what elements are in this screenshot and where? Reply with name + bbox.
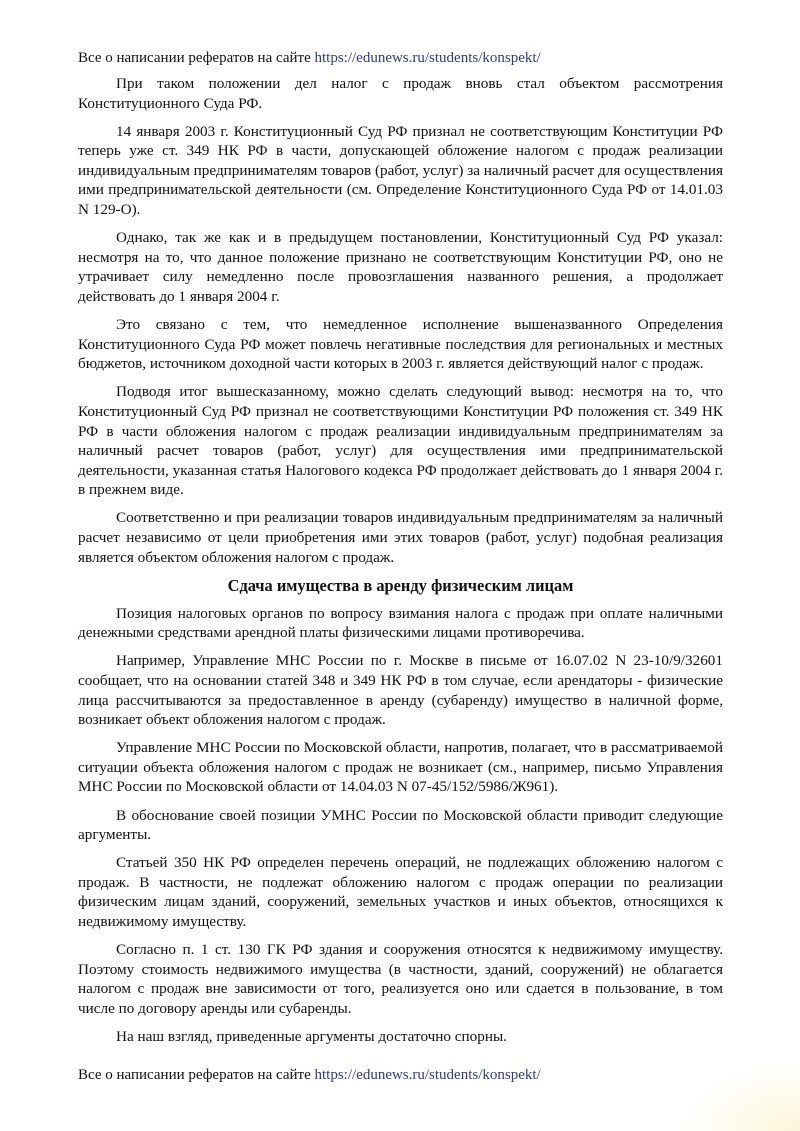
header-text: Все о написании рефератов на сайте <box>78 50 315 66</box>
header-link[interactable]: https://edunews.ru/students/konspekt/ <box>314 50 541 66</box>
paragraph: В обоснование своей позиции УМНС России по Московской области приводит следующие аргументы. <box>78 806 723 844</box>
paragraph: На наш взгляд, приведенные аргументы достаточно спорны. <box>116 1027 507 1045</box>
page-corner-shade <box>680 1061 800 1131</box>
paragraph: При таком положении дел налог с продаж вновь стал объектом рассмотрения Конституционного Суда РФ. <box>78 75 723 112</box>
paragraph: Статьей 350 НК РФ определен перечень операций, не подлежащих обложению налогом с продаж. В частности, не подлежат обложению налогом с продаж операции по реализации физическим лицам зданий, сооружений, земельных участков и иных объектов, относящихся к недвижимому имуществу. <box>78 854 723 930</box>
paragraph: Например, Управление МНС России по г. Москве в письме от 16.07.02 N 23-10/9/32601 сообщает, что на основании статей 348 и 349 НК РФ в том случае, если арендаторы - физические лица рассчитываются за предоставленное в аренду (субаренду) имущество в наличной форме, возникает объект обложения налогом с продаж. <box>78 652 723 729</box>
paragraph: Соответственно и при реализации товаров индивидуальным предпринимателям за наличный расчет независимо от цели приобретения ими этих товаров (работ, услуг) подобная реализация является объектом обложения налогом с продаж. <box>78 509 723 566</box>
paragraph: Однако, так же как и в предыдущем постановлении, Конституционный Суд РФ указал: несмотря на то, что данное положение признано не соответствующим Конституции РФ, оно не утрачивает силу немедленно после провозглашения названного решения, а продолжает действовать до 1 января 2004 г. <box>78 229 723 305</box>
footer-text: Все о написании рефератов на сайте <box>78 1067 315 1083</box>
footer-link[interactable]: https://edunews.ru/students/konspekt/ <box>314 1067 541 1083</box>
page-header <box>78 48 722 68</box>
paragraph: Позиция налоговых органов по вопросу взимания налога с продаж при оплате наличными денежными средствами арендной платы физическими лицами противоречива. <box>78 604 723 642</box>
page-footer <box>78 1065 722 1085</box>
paragraph: 14 января 2003 г. Конституционный Суд РФ признал не соответствующим Конституции РФ теперь уже ст. 349 НК РФ в части, допускающей обложение налогом с продаж реализации индивидуальным предпринимателям товаров (работ, услуг) за наличный расчет для осуществления ими предпринимательской деятельности (см. Определение Конституционного Суда РФ от 14.01.03 N 129-О). <box>78 122 723 219</box>
paragraph: Это связано с тем, что немедленное исполнение вышеназванного Определения Конституционного Суда РФ может повлечь негативные последствия для региональных и местных бюджетов, источником доходной части которых в 2003 г. является действующий налог с продаж. <box>78 316 723 373</box>
section-heading: Сдача имущества в аренду физическим лицам <box>227 575 574 595</box>
paragraph: Согласно п. 1 ст. 130 ГК РФ здания и сооружения относятся к недвижимому имуществу. Поэтому стоимость недвижимого имущества (в частности, зданий, сооружений) не облагается налогом с продаж вне зависимости от того, реализуется оно или сдается в пользование, в том числе по договору аренды или субаренды. <box>78 941 723 1017</box>
document-body <box>78 74 723 1055</box>
paragraph: Управление МНС России по Московской области, напротив, полагает, что в рассматриваемой ситуации объекта обложения налогом с продаж не возникает (см., например, письмо Управления МНС России по Московской области от 14.04.03 N 07-45/152/5986/Ж961). <box>78 739 723 796</box>
paragraph: Подводя итог вышесказанному, можно сделать следующий вывод: несмотря на то, что Конституционный Суд РФ признал не соответствующими Конституции РФ положения ст. 349 НК РФ в части обложения налогом с продаж реализации индивидуальным предпринимателям за наличный расчет товаров (работ, услуг) для осуществления ими предпринимательской деятельности, указанная статья Налогового кодекса РФ продолжает действовать до 1 января 2004 г. в прежнем виде. <box>78 383 723 499</box>
